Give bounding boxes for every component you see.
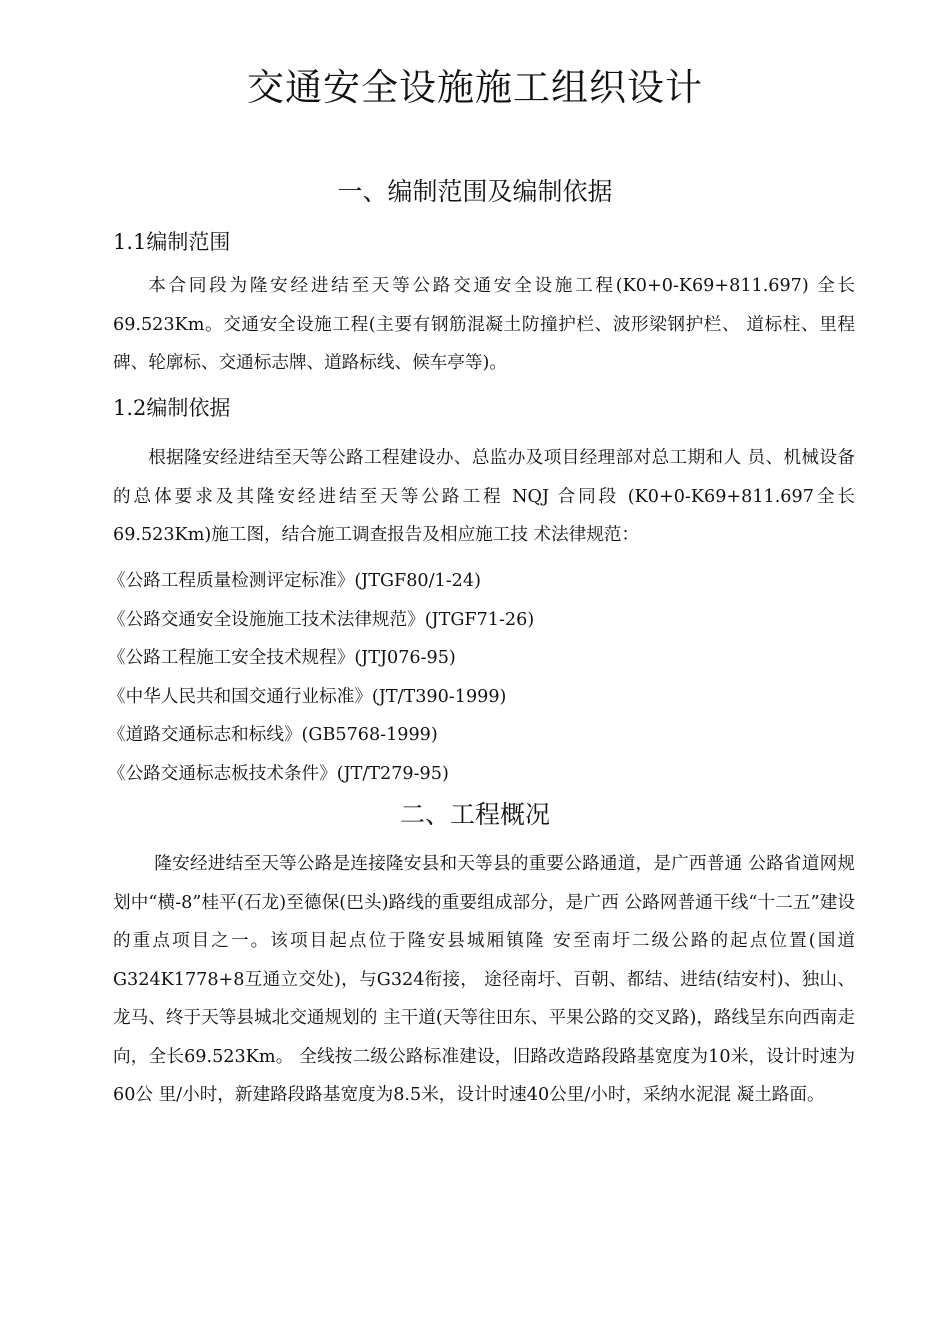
section-heading-overview: 二、工程概况	[399, 800, 550, 829]
reference-list	[108, 562, 868, 793]
document-title: 交通安全设施施工组织设计	[247, 66, 703, 109]
section-heading-scope-basis: 一、编制范围及编制依据	[337, 177, 613, 206]
reference-item: 《道路交通标志和标线》(GB5768-1999)	[108, 725, 438, 745]
reference-item: 《中华人民共和国交通行业标准》(JT/T390-1999)	[108, 686, 507, 707]
reference-item: 《公路交通标志板技术条件》(JT/T279-95)	[108, 763, 449, 784]
reference-item: 《公路工程质量检测评定标准》(JTGF80/1-24)	[108, 571, 481, 591]
overview-paragraph: 隆安经进结至天等公路是连接隆安县和天等县的重要公路通道，是广西普通 公路省道网规划中“横-8”桂平(石龙)至德保(巴头)路线的重要组成部分，是广西 公路网普通干线“十二五”建设的重点项目之一。该项目起点位于隆安县城厢镇隆 安至南圩二级公路的起点位置(国道G324K1778+8互通立交处)，与G324衔接， 途径南圩、百朝、都结、进结(结安村)、独山、龙马、终于天等县城北交通规划的 主干道(天等往田东、平果公路的交叉路)，路线呈东向西南走向，全长69.523Km。 全线按二级公路标准建设，旧路改造路段路基宽度为10米，设计时速为60公 里/小时，新建路段路基宽度为8.5米，设计时速40公里/小时，采纳水泥混 凝土路面。	[113, 854, 855, 1105]
subsection-heading-basis: 1.2编制依据	[113, 396, 231, 420]
reference-item: 《公路交通安全设施施工技术法律规范》(JTGF71-26)	[108, 609, 535, 630]
basis-paragraph: 根据隆安经进结至天等公路工程建设办、总监办及项目经理部对总工期和人 员、机械设备的总体要求及其隆安经进结至天等公路工程 NQJ 合同段 (K0+0-K69+811.697全长69.523Km)施工图，结合施工调查报告及相应施工技 术法律规范：	[113, 448, 855, 545]
scope-paragraph: 本合同段为隆安经进结至天等公路交通安全设施工程(K0+0-K69+811.697) 全长69.523Km。交通安全设施工程(主要有钢筋混凝土防撞护栏、波形梁钢护栏、 道标柱、里程碑、轮廓标、交通标志牌、道路标线、候车亭等)。	[113, 276, 855, 373]
reference-item: 《公路工程施工安全技术规程》(JTJ076-95)	[108, 648, 456, 668]
subsection-heading-scope: 1.1编制范围	[113, 230, 231, 254]
